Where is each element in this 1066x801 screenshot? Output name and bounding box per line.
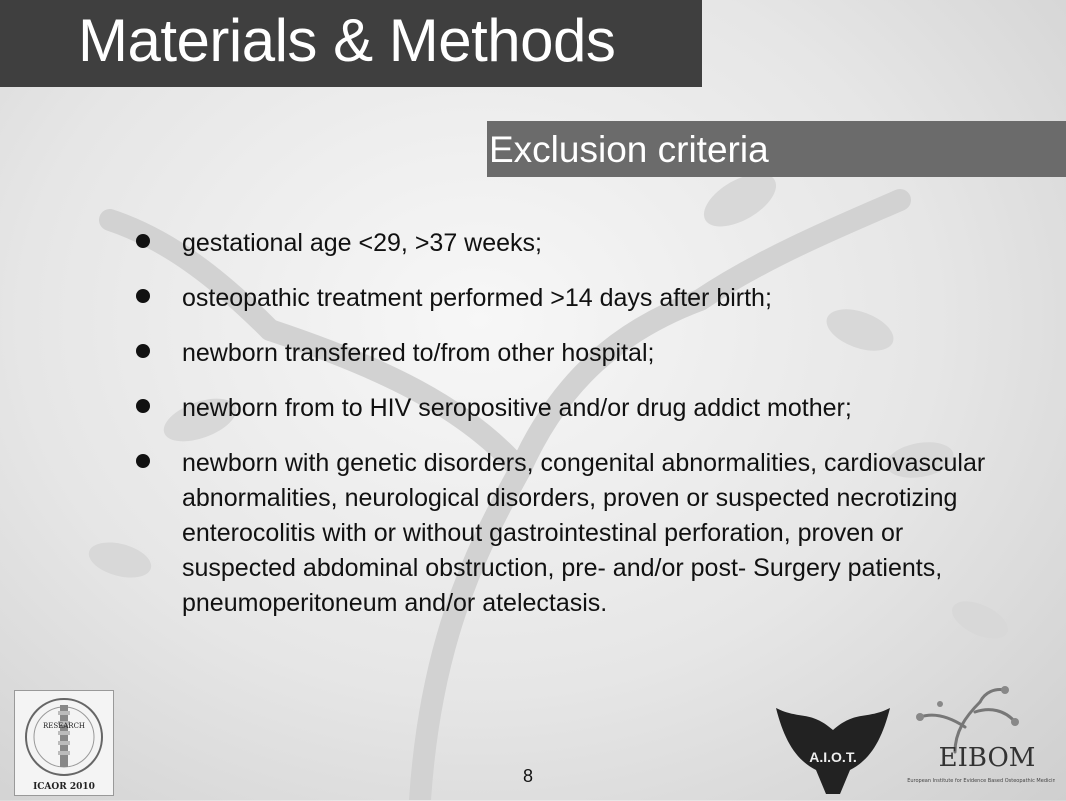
- eibom-logo-text: EIBOM: [938, 743, 1036, 773]
- eibom-logo: [895, 682, 1055, 792]
- page-number: 8: [523, 766, 534, 786]
- list-item: [128, 281, 1008, 316]
- title-bar: [0, 0, 702, 87]
- list-item: [128, 446, 1022, 621]
- icaor-year-text: ICAOR 2010: [33, 782, 95, 792]
- eibom-tagline: European Institute for Evidence Based Osteopathic Medicine: [907, 778, 1055, 784]
- criteria-text: newborn transferred to/from other hospital;: [182, 339, 655, 367]
- aiot-logo-text: A.I.O.T.: [809, 749, 857, 765]
- slide-title: Materials & Methods: [78, 7, 616, 74]
- bullet-icon: [136, 234, 150, 248]
- criteria-text: gestational age <29, >37 weeks;: [182, 229, 542, 257]
- exclusion-criteria-list: [128, 226, 1008, 641]
- aiot-logo: [770, 700, 896, 796]
- bullet-icon: [136, 344, 150, 358]
- bullet-icon: [136, 399, 150, 413]
- subtitle-bar: [487, 121, 1066, 177]
- icaor-logo: [14, 690, 114, 796]
- list-item: [128, 226, 1008, 261]
- bullet-icon: [136, 289, 150, 303]
- criteria-text: newborn with genetic disorders, congenital abnormalities, cardiovascular abnormalities, neurological disorders, proven or suspected necrotizing enterocolitis with or without gastrointestinal perforation, proven or suspected abdominal obstruction, pre- and/or post- Surgery patients, pneumoperitoneum and/or atelectasis.: [182, 449, 986, 617]
- slide-subtitle: Exclusion criteria: [489, 129, 769, 170]
- bullet-icon: [136, 454, 150, 468]
- list-item: [128, 336, 1008, 371]
- criteria-text: osteopathic treatment performed >14 days after birth;: [182, 284, 772, 312]
- list-item: [128, 391, 902, 426]
- icaor-center-text: RESEARCH: [42, 722, 86, 730]
- criteria-text: newborn from to HIV seropositive and/or drug addict mother;: [182, 394, 852, 422]
